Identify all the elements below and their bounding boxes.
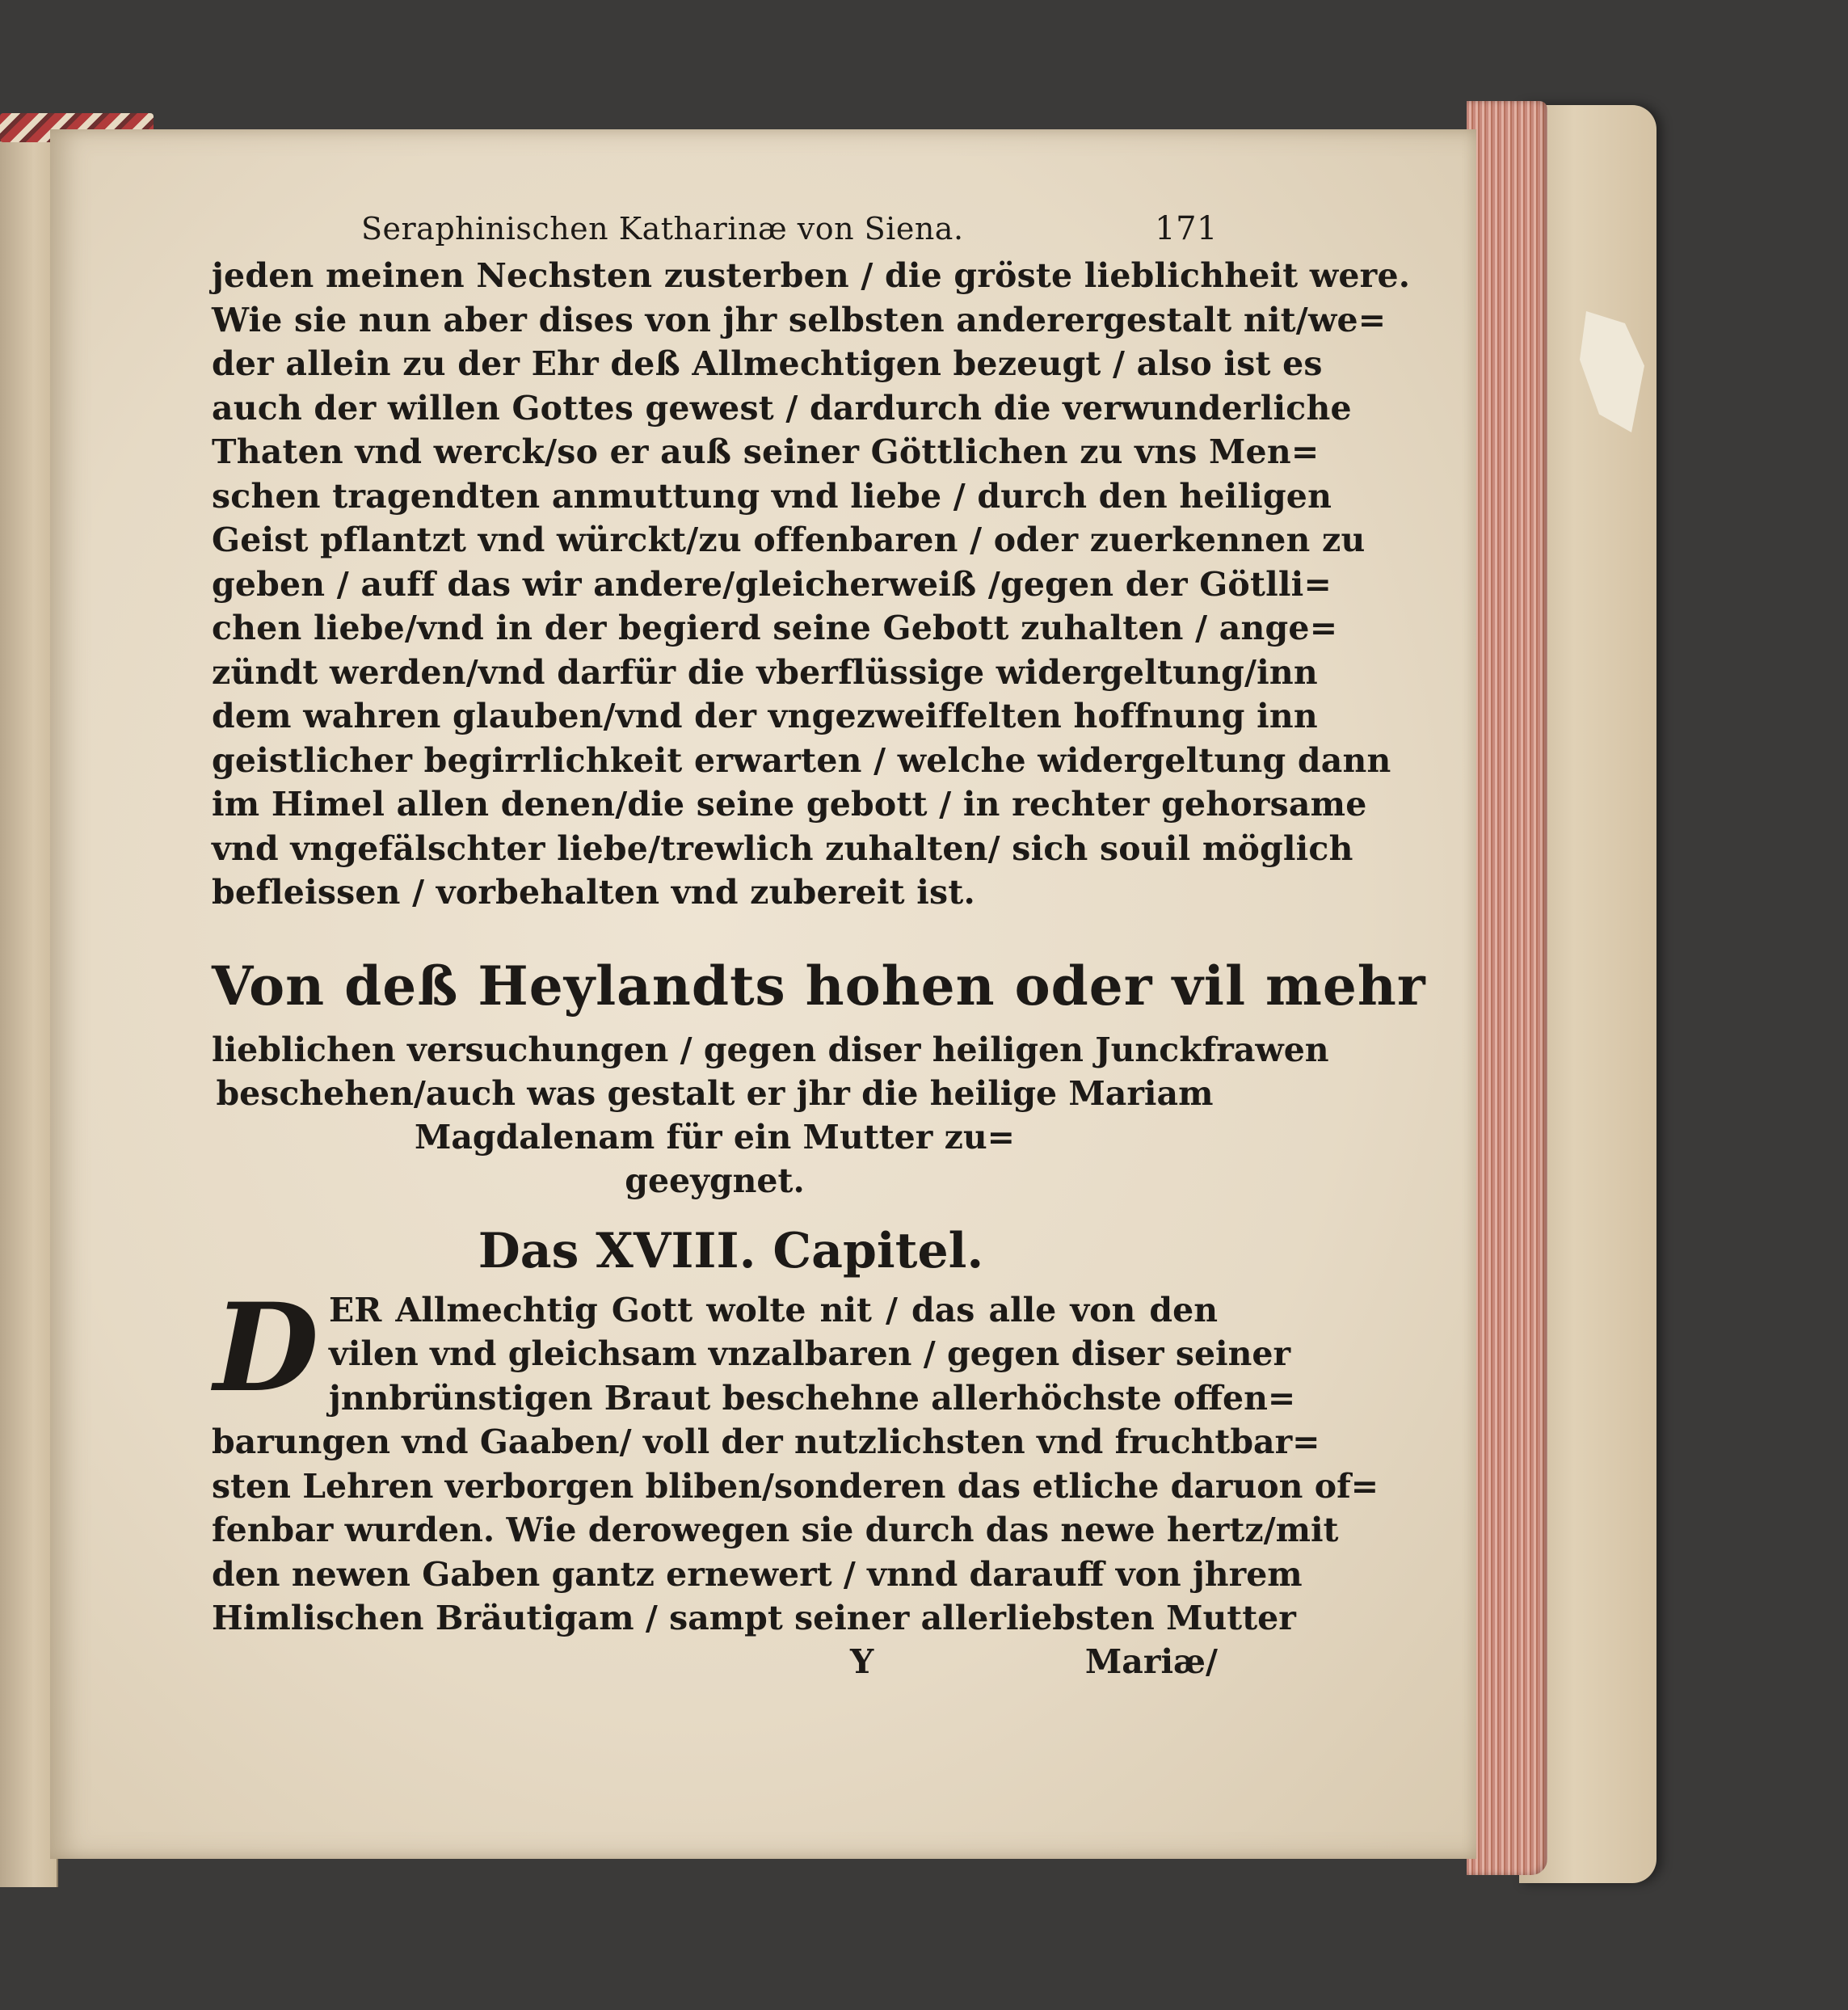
text-line: auch der willen Gottes gewest / dardurch die verwunderliche (212, 388, 1352, 428)
signature-mark: Y (850, 1641, 874, 1681)
text-line: Himlischen Bräutigam / sampt seiner allerliebsten Mutter (212, 1599, 1296, 1637)
subheading-line: Magdalenam für ein Mutter zu= (414, 1117, 1016, 1157)
subheading-line: lieblichen versuchungen / gegen diser heiligen Junckfrawen (212, 1030, 1329, 1069)
section-subheading (212, 1028, 1329, 1203)
page-footer (212, 1642, 1218, 1681)
chapter-title: Das XVIII. Capitel. (478, 1222, 984, 1279)
text-line: sten Lehren verborgen bliben/sonderen das etliche daruon of= (212, 1466, 1379, 1506)
text-line: jeden meinen Nechsten zusterben / die gröste lieblichheit were. (212, 256, 1411, 295)
text-line: im Himel allen denen/die seine gebott / in rechter gehorsame (212, 785, 1367, 824)
text-line: ER Allmechtig Gott wolte nit / das alle von den (329, 1290, 1218, 1329)
text-line: vilen vnd gleichsam vnzalbaren / gegen diser seiner (329, 1334, 1291, 1373)
text-line: vnd vngefälschter liebe/trewlich zuhalten/ sich souil möglich (212, 828, 1353, 868)
text-line: der allein zu der Ehr deß Allmechtigen bezeugt / also ist es (212, 344, 1323, 383)
text-line: zündt werden/vnd darfür die vberflüssige widergeltung/inn (212, 652, 1318, 692)
running-head-title: Seraphinischen Katharinæ von Siena. (361, 211, 964, 247)
text-line: chen liebe/vnd in der begierd seine Gebott zuhalten / ange= (212, 609, 1338, 647)
text-line: jnnbrünstigen Braut beschehne allerhöchste offen= (329, 1378, 1296, 1418)
subheading-line: geeygnet. (625, 1161, 805, 1200)
text-line: geben / auff das wir andere/gleicherweiß /gegen der Götlli= (212, 564, 1332, 604)
text-line: barungen vnd Gaaben/ voll der nutzlichsten vnd fruchtbar= (212, 1422, 1320, 1461)
text-line: Wie sie nun aber dises von jhr selbsten anderergestalt nit/we= (212, 300, 1387, 339)
subheading-line: beschehen/auch was gestalt er jhr die heilige Mariam (216, 1073, 1214, 1113)
text-line: fenbar wurden. Wie derowegen sie durch das newe hertz/mit (212, 1511, 1339, 1549)
text-line: Thaten vnd werck/so er auß seiner Göttlichen zu vns Men= (212, 432, 1320, 471)
catchword: Mariæ/ (1084, 1641, 1218, 1681)
page-edges (1467, 101, 1547, 1875)
text-line: geistlicher begirrlichkeit erwarten / welche widergeltung dann (212, 740, 1391, 780)
body-paragraph (212, 254, 1411, 915)
text-line: den newen Gaben gantz ernewert / vnnd darauff von jhrem (212, 1554, 1303, 1594)
page-text-block (212, 210, 1426, 1681)
section-heading: Von deß Heylandts hohen oder vil mehr (212, 954, 1426, 1018)
page-number: 171 (1155, 210, 1218, 247)
text-line: dem wahren glauben/vnd der vngezweiffelten hoffnung inn (212, 697, 1318, 735)
chapter-paragraph (212, 1276, 1379, 1641)
running-head (212, 210, 1218, 247)
text-line: Geist pflantzt vnd würckt/zu offenbaren / oder zuerkennen zu (212, 520, 1366, 559)
book-page (50, 129, 1476, 1859)
text-line: befleissen / vorbehalten vnd zubereit ist. (212, 873, 975, 912)
drop-cap-initial: D (213, 1276, 319, 1419)
text-line: schen tragendten anmuttung vnd liebe / durch den heiligen (212, 476, 1332, 516)
